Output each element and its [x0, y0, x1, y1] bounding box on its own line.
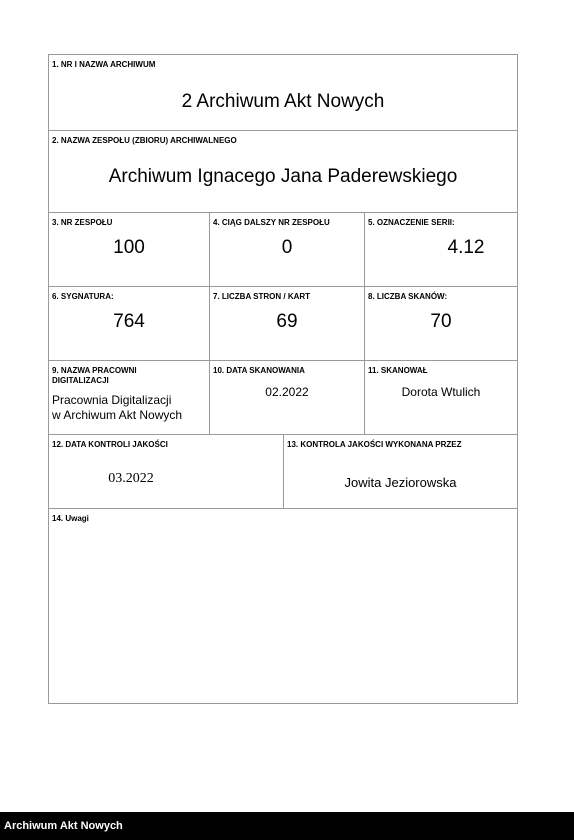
row-quality-control: [49, 435, 517, 509]
series-label: 5. OZNACZENIE SERII:: [368, 218, 455, 227]
qc-date-value: 03.2022: [108, 471, 154, 486]
row-fonds-name: [49, 131, 517, 213]
cell-continuation: [210, 213, 365, 286]
cell-pages: [210, 287, 365, 360]
cell-lab: [49, 361, 210, 434]
archive-value: 2 Archiwum Akt Nowych: [181, 91, 385, 112]
signature-value: 764: [113, 311, 145, 332]
cell-signature: [49, 287, 210, 360]
notes-label: 14. Uwagi: [52, 514, 89, 523]
lab-value-line2: w Archiwum Akt Nowych: [52, 408, 183, 422]
continuation-label: 4. CIĄG DALSZY NR ZESPOŁU: [213, 218, 330, 227]
lab-value: [52, 393, 182, 423]
pages-value: 69: [276, 311, 298, 332]
qc-by-value: Jowita Jeziorowska: [344, 475, 457, 490]
fonds-name-label: 2. NAZWA ZESPOŁU (ZBIORU) ARCHIWALNEGO: [52, 136, 237, 145]
cell-fonds-no: [49, 213, 210, 286]
series-value: 4.12: [447, 237, 485, 258]
cell-scan-date: [210, 361, 365, 434]
pages-label: 7. LICZBA STRON / KART: [213, 292, 311, 301]
scan-date-label: 10. DATA SKANOWANIA: [213, 366, 305, 375]
qc-date-label: 12. DATA KONTROLI JAKOŚCI: [52, 440, 168, 449]
scanned-by-label: 11. SKANOWAŁ: [368, 366, 428, 375]
lab-value-line1: Pracownia Digitalizacji: [52, 393, 172, 407]
archive-label: 1. NR I NAZWA ARCHIWUM: [52, 60, 156, 69]
metadata-form: [48, 54, 518, 704]
footer-bar: [0, 812, 574, 840]
lab-label: 9. NAZWA PRACOWNI DIGITALIZACJI: [52, 366, 137, 385]
cell-qc-date: [49, 435, 284, 508]
row-notes: [49, 509, 517, 703]
scans-value: 70: [430, 311, 452, 332]
cell-scanned-by: [365, 361, 517, 434]
fonds-name-value: Archiwum Ignacego Jana Paderewskiego: [108, 166, 458, 187]
footer-text: Archiwum Akt Nowych: [4, 820, 123, 832]
scans-label: 8. LICZBA SKANÓW:: [368, 292, 448, 301]
row-archive: [49, 55, 517, 131]
signature-label: 6. SYGNATURA:: [52, 292, 114, 301]
qc-by-label: 13. KONTROLA JAKOŚCI WYKONANA PRZEZ: [287, 440, 462, 449]
continuation-value: 0: [281, 237, 293, 258]
scanned-by-value: Dorota Wtulich: [401, 385, 481, 399]
fonds-no-label: 3. NR ZESPOŁU: [52, 218, 113, 227]
scan-date-value: 02.2022: [265, 385, 309, 399]
cell-qc-by: [284, 435, 517, 508]
row-fonds-numbers: [49, 213, 517, 287]
cell-series: [365, 213, 517, 286]
fonds-no-value: 100: [113, 237, 145, 258]
cell-scans: [365, 287, 517, 360]
row-digitization: [49, 361, 517, 435]
row-signature: [49, 287, 517, 361]
